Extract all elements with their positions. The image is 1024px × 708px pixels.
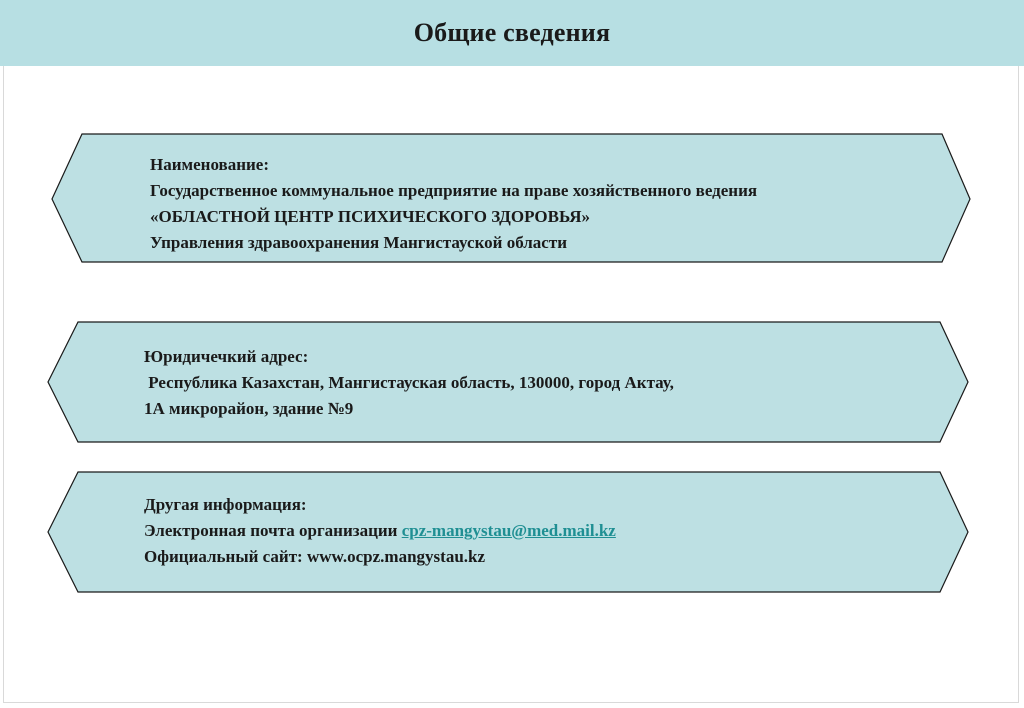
other-info-block <box>48 472 970 594</box>
name-heading: Наименование: <box>150 155 269 174</box>
other-heading: Другая информация: <box>144 495 307 514</box>
email-line <box>144 518 616 544</box>
name-block-text <box>150 152 757 256</box>
site-label: Официальный сайт: <box>144 547 307 566</box>
slide-title: Общие сведения <box>413 18 611 47</box>
address-block <box>48 322 970 444</box>
address-line-1: Республика Казахстан, Мангистауская область, 130000, город Актау, <box>144 373 674 392</box>
site-line <box>144 544 616 570</box>
name-line-1: Государственное коммунальное предприятие на праве хозяйственного ведения <box>150 181 758 200</box>
address-line-2: 1А микрорайон, здание №9 <box>144 399 354 418</box>
name-line-3: Управления здравоохранения Мангистауской области <box>150 233 567 252</box>
site-url: www.ocpz.mangystau.kz <box>306 547 486 566</box>
address-block-text <box>144 344 674 422</box>
address-heading: Юридичечкий адрес: <box>144 347 309 366</box>
name-block <box>52 134 972 264</box>
title-bar <box>0 0 1024 66</box>
email-label: Электронная почта организации <box>144 521 402 540</box>
name-line-2: «ОБЛАСТНОЙ ЦЕНТР ПСИХИЧЕСКОГО ЗДОРОВЬЯ» <box>150 207 591 226</box>
email-link[interactable]: cpz-mangystau@med.mail.kz <box>401 521 616 540</box>
other-info-block-text <box>144 492 616 570</box>
